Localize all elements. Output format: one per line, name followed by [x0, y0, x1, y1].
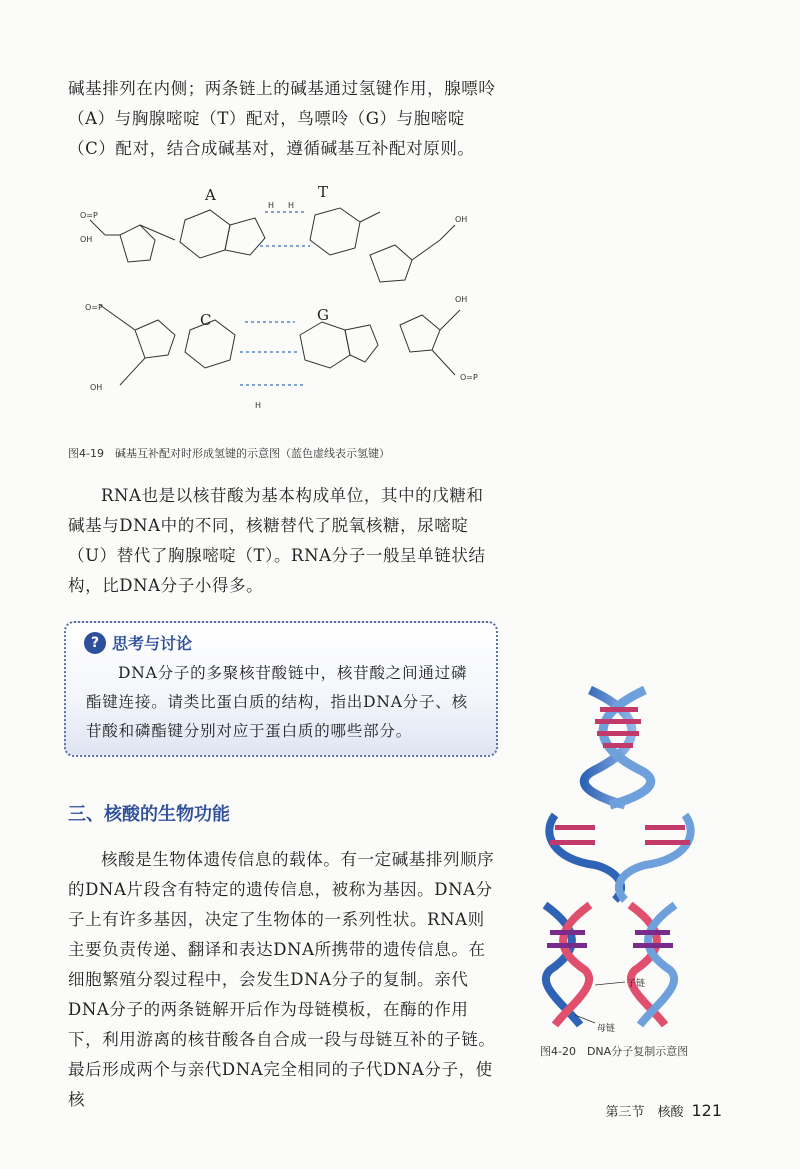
- svg-text:H: H: [255, 401, 262, 410]
- label-a: A: [205, 186, 216, 204]
- label-t: T: [318, 183, 329, 201]
- paragraph-base-pairing: 碱基排列在内侧；两条链上的碱基通过氢键作用，腺嘌呤（A）与胸腺嘧啶（T）配对，鸟嘌呤（G）与胞嘧啶（C）配对，结合成碱基对，遵循碱基互补配对原则。: [68, 79, 496, 158]
- label-daughter-strand: 子链: [627, 979, 646, 989]
- paragraph-rna: RNA也是以核苷酸为基本构成单位，其中的戊糖和碱基与DNA中的不同，核糖替代了脱氧核糖，尿嘧啶（U）替代了胸腺嘧啶（T）。RNA分子一般呈单链状结构，比DNA分子小得多。: [68, 486, 486, 595]
- section-heading: 三、核酸的生物功能: [68, 804, 230, 825]
- svg-text:OH: OH: [90, 383, 103, 392]
- dna-replication-illustration: [535, 685, 705, 1035]
- svg-text:OH: OH: [455, 295, 468, 304]
- svg-text:OH: OH: [455, 215, 468, 224]
- svg-text:H: H: [288, 201, 295, 210]
- footer-section: 第三节 核酸: [605, 1105, 684, 1120]
- discussion-title: ? 思考与讨论: [84, 631, 192, 654]
- svg-text:H: H: [268, 201, 275, 210]
- label-g: G: [317, 306, 329, 324]
- discussion-box: [64, 621, 498, 757]
- discussion-icon: ?: [84, 632, 106, 654]
- page-number: 121: [691, 1101, 722, 1120]
- base-pairing-diagram: [60, 180, 500, 430]
- label-c: C: [200, 311, 212, 329]
- discussion-body: DNA分子的多聚核苷酸链中，核苷酸之间通过磷酯键连接。请类比蛋白质的结构，指出DNA分子、核苷酸和磷酯键分别对应于蛋白质的哪些部分。: [86, 664, 468, 740]
- page-footer: [605, 1101, 722, 1120]
- svg-text:O=P: O=P: [80, 211, 98, 220]
- svg-text:O=P: O=P: [85, 303, 103, 312]
- paragraph-function: 核酸是生物体遗传信息的载体。有一定碱基排列顺序的DNA片段含有特定的遗传信息，被称为基因。DNA分子上有许多基因，决定了生物体的一系列性状。RNA则主要负责传递、翻译和表达DNA所携带的遗传信息。在细胞繁殖分裂过程中，会发生DNA分子的复制。亲代DNA分子的两条链解开后作为母链模板，在酶的作用下，利用游离的核苷酸各自合成一段与母链互补的子链。最后形成两个与亲代DNA完全相同的子代DNA分子，使核: [68, 850, 496, 1109]
- figure-4-19-caption: 图4-19 碱基互补配对时形成氢键的示意图（蓝色虚线表示氢键）: [68, 447, 390, 460]
- svg-text:O=P: O=P: [460, 373, 478, 382]
- svg-text:OH: OH: [80, 235, 93, 244]
- figure-4-20-caption: 图4-20 DNA分子复制示意图: [540, 1045, 689, 1058]
- label-mother-strand: 母链: [597, 1024, 616, 1034]
